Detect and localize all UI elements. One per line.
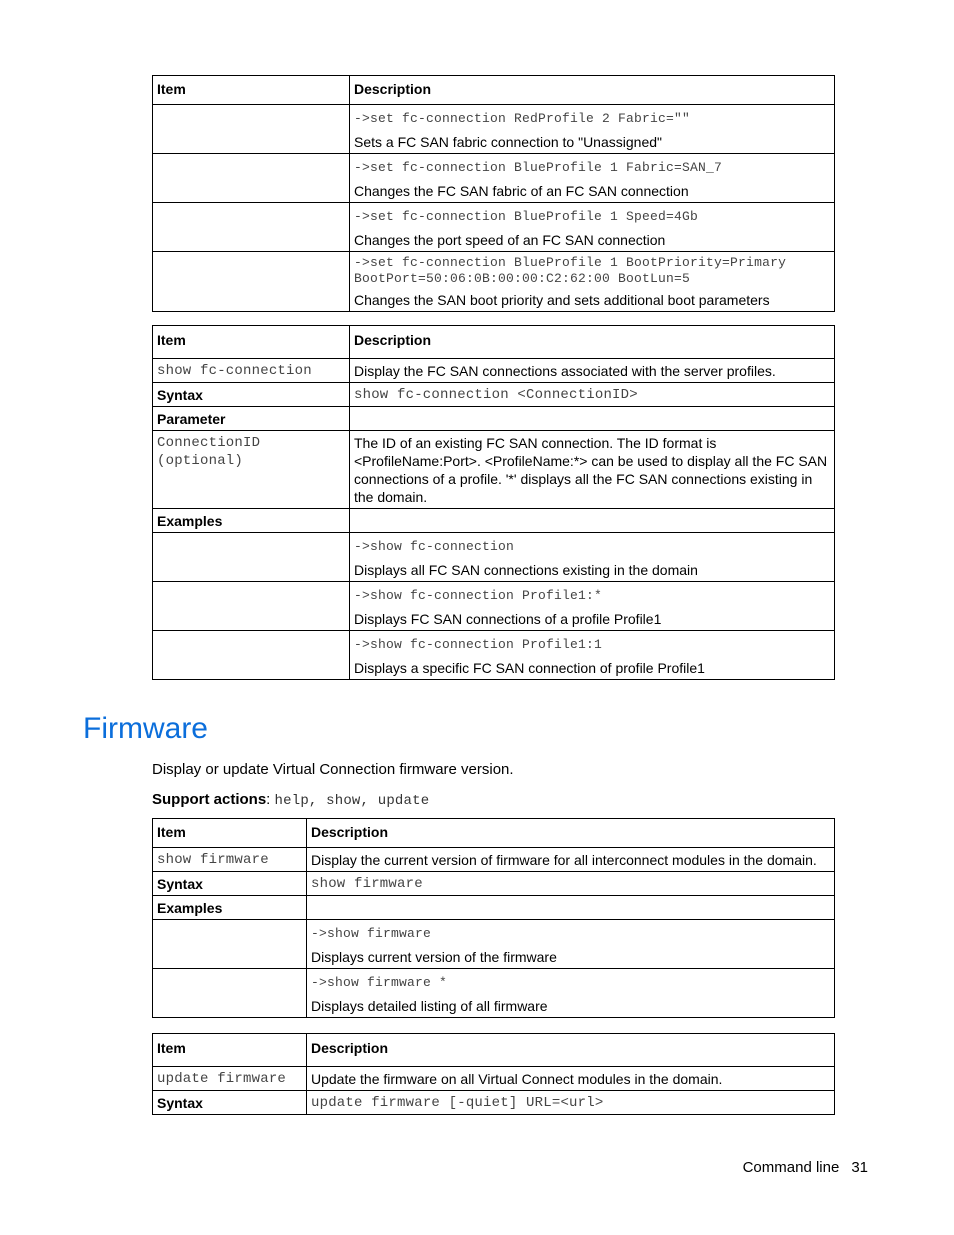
- syntax-value: show firmware: [307, 872, 835, 896]
- example-command: ->show fc-connection Profile1:*: [354, 588, 603, 603]
- item-cell: [153, 969, 307, 1018]
- header-item: Item: [153, 1034, 307, 1067]
- support-actions: Support actions: help, show, update: [152, 791, 430, 809]
- header-item: Item: [153, 326, 350, 359]
- example-cell: [350, 252, 835, 312]
- example-command: ->set fc-connection RedProfile 2 Fabric="": [354, 111, 691, 126]
- support-actions-values: help, show, update: [274, 793, 430, 809]
- item-description: Display the current version of firmware for all interconnect modules in the domain.: [307, 848, 835, 872]
- footer-section: Command line: [742, 1159, 840, 1176]
- show-fc-connection-table: [152, 325, 835, 680]
- table-row: [153, 896, 835, 920]
- update-firmware-table: [152, 1033, 835, 1115]
- table-row: [153, 1091, 835, 1115]
- table-row: [153, 154, 835, 203]
- parameter-description: The ID of an existing FC SAN connection. The ID format is <ProfileName:Port>. <ProfileName:*> can be used to display all the FC SAN connections of a profile. '*' displays all the FC SAN connections existing in the domain.: [350, 431, 835, 509]
- table-row: [153, 509, 835, 533]
- example-cell: [350, 105, 835, 154]
- table-row: [153, 533, 835, 582]
- example-description: Displays all FC SAN connections existing in the domain: [354, 562, 698, 578]
- table-row: [153, 105, 835, 154]
- table-row: [153, 383, 835, 407]
- table-row: [153, 631, 835, 680]
- header-description: Description: [350, 76, 835, 105]
- page-number: 31: [851, 1159, 868, 1176]
- item-cell: [153, 105, 350, 154]
- item-description: Update the firmware on all Virtual Connect modules in the domain.: [307, 1067, 835, 1091]
- example-command: ->show firmware *: [311, 975, 448, 990]
- example-cell: [350, 533, 835, 582]
- example-description: Displays FC SAN connections of a profile Profile1: [354, 611, 662, 627]
- section-intro: Display or update Virtual Connection firmware version.: [152, 761, 514, 778]
- example-cell: [307, 969, 835, 1018]
- table-header-row: [153, 819, 835, 848]
- item-description: Display the FC SAN connections associated with the server profiles.: [350, 359, 835, 383]
- table-row: [153, 359, 835, 383]
- empty-cell: [307, 896, 835, 920]
- item-cell: [153, 154, 350, 203]
- table-row: [153, 969, 835, 1018]
- example-cell: [307, 920, 835, 969]
- item-command: update firmware: [153, 1067, 307, 1091]
- example-command: ->show fc-connection: [354, 539, 515, 554]
- example-cell: [350, 203, 835, 252]
- table-row: [153, 848, 835, 872]
- example-description: Changes the FC SAN fabric of an FC SAN connection: [354, 183, 689, 199]
- table-row: [153, 431, 835, 509]
- syntax-label: Syntax: [153, 383, 350, 407]
- header-description: Description: [350, 326, 835, 359]
- example-cell: [350, 631, 835, 680]
- header-item: Item: [153, 76, 350, 105]
- example-command: ->set fc-connection BlueProfile 1 Fabric=SAN_7: [354, 160, 723, 175]
- example-cell: [350, 582, 835, 631]
- header-description: Description: [307, 1034, 835, 1067]
- set-fc-connection-examples-table: [152, 75, 835, 312]
- empty-cell: [350, 407, 835, 431]
- example-cell: [350, 154, 835, 203]
- example-command: ->set fc-connection BlueProfile 1 BootPriority=Primary BootPort=50:06:0B:00:00:C2:62:00 BootLun=5: [354, 255, 787, 286]
- examples-label: Examples: [153, 509, 350, 533]
- page-footer: [743, 1159, 868, 1176]
- item-cell: [153, 920, 307, 969]
- support-actions-label: Support actions: [152, 791, 267, 808]
- header-description: Description: [307, 819, 835, 848]
- table-row: [153, 872, 835, 896]
- item-cell: [153, 203, 350, 252]
- table-row: [153, 1067, 835, 1091]
- example-description: Changes the SAN boot priority and sets additional boot parameters: [354, 292, 770, 308]
- syntax-value: update firmware [-quiet] URL=<url>: [307, 1091, 835, 1115]
- item-command: show fc-connection: [153, 359, 350, 383]
- item-cell: [153, 582, 350, 631]
- table-row: [153, 582, 835, 631]
- item-cell: [153, 252, 350, 312]
- parameter-label: Parameter: [153, 407, 350, 431]
- example-command: ->set fc-connection BlueProfile 1 Speed=4Gb: [354, 209, 699, 224]
- example-description: Displays a specific FC SAN connection of profile Profile1: [354, 660, 705, 676]
- show-firmware-table: [152, 818, 835, 1018]
- syntax-value: show fc-connection <ConnectionID>: [350, 383, 835, 407]
- table-row: [153, 252, 835, 312]
- example-description: Changes the port speed of an FC SAN connection: [354, 232, 666, 248]
- example-description: Displays current version of the firmware: [311, 949, 557, 965]
- examples-label: Examples: [153, 896, 307, 920]
- table-header-row: [153, 1034, 835, 1067]
- table-header-row: [153, 76, 835, 105]
- section-heading: Firmware: [83, 712, 208, 745]
- item-command: show firmware: [153, 848, 307, 872]
- header-item: Item: [153, 819, 307, 848]
- example-description: Sets a FC SAN fabric connection to "Unassigned": [354, 134, 662, 150]
- example-description: Displays detailed listing of all firmware: [311, 998, 548, 1014]
- table-header-row: [153, 326, 835, 359]
- table-row: [153, 203, 835, 252]
- table-row: [153, 920, 835, 969]
- item-cell: [153, 631, 350, 680]
- example-command: ->show firmware: [311, 926, 432, 941]
- table-row: [153, 407, 835, 431]
- item-cell: [153, 533, 350, 582]
- syntax-label: Syntax: [153, 872, 307, 896]
- empty-cell: [350, 509, 835, 533]
- example-command: ->show fc-connection Profile1:1: [354, 637, 603, 652]
- parameter-name: ConnectionID (optional): [153, 431, 350, 509]
- syntax-label: Syntax: [153, 1091, 307, 1115]
